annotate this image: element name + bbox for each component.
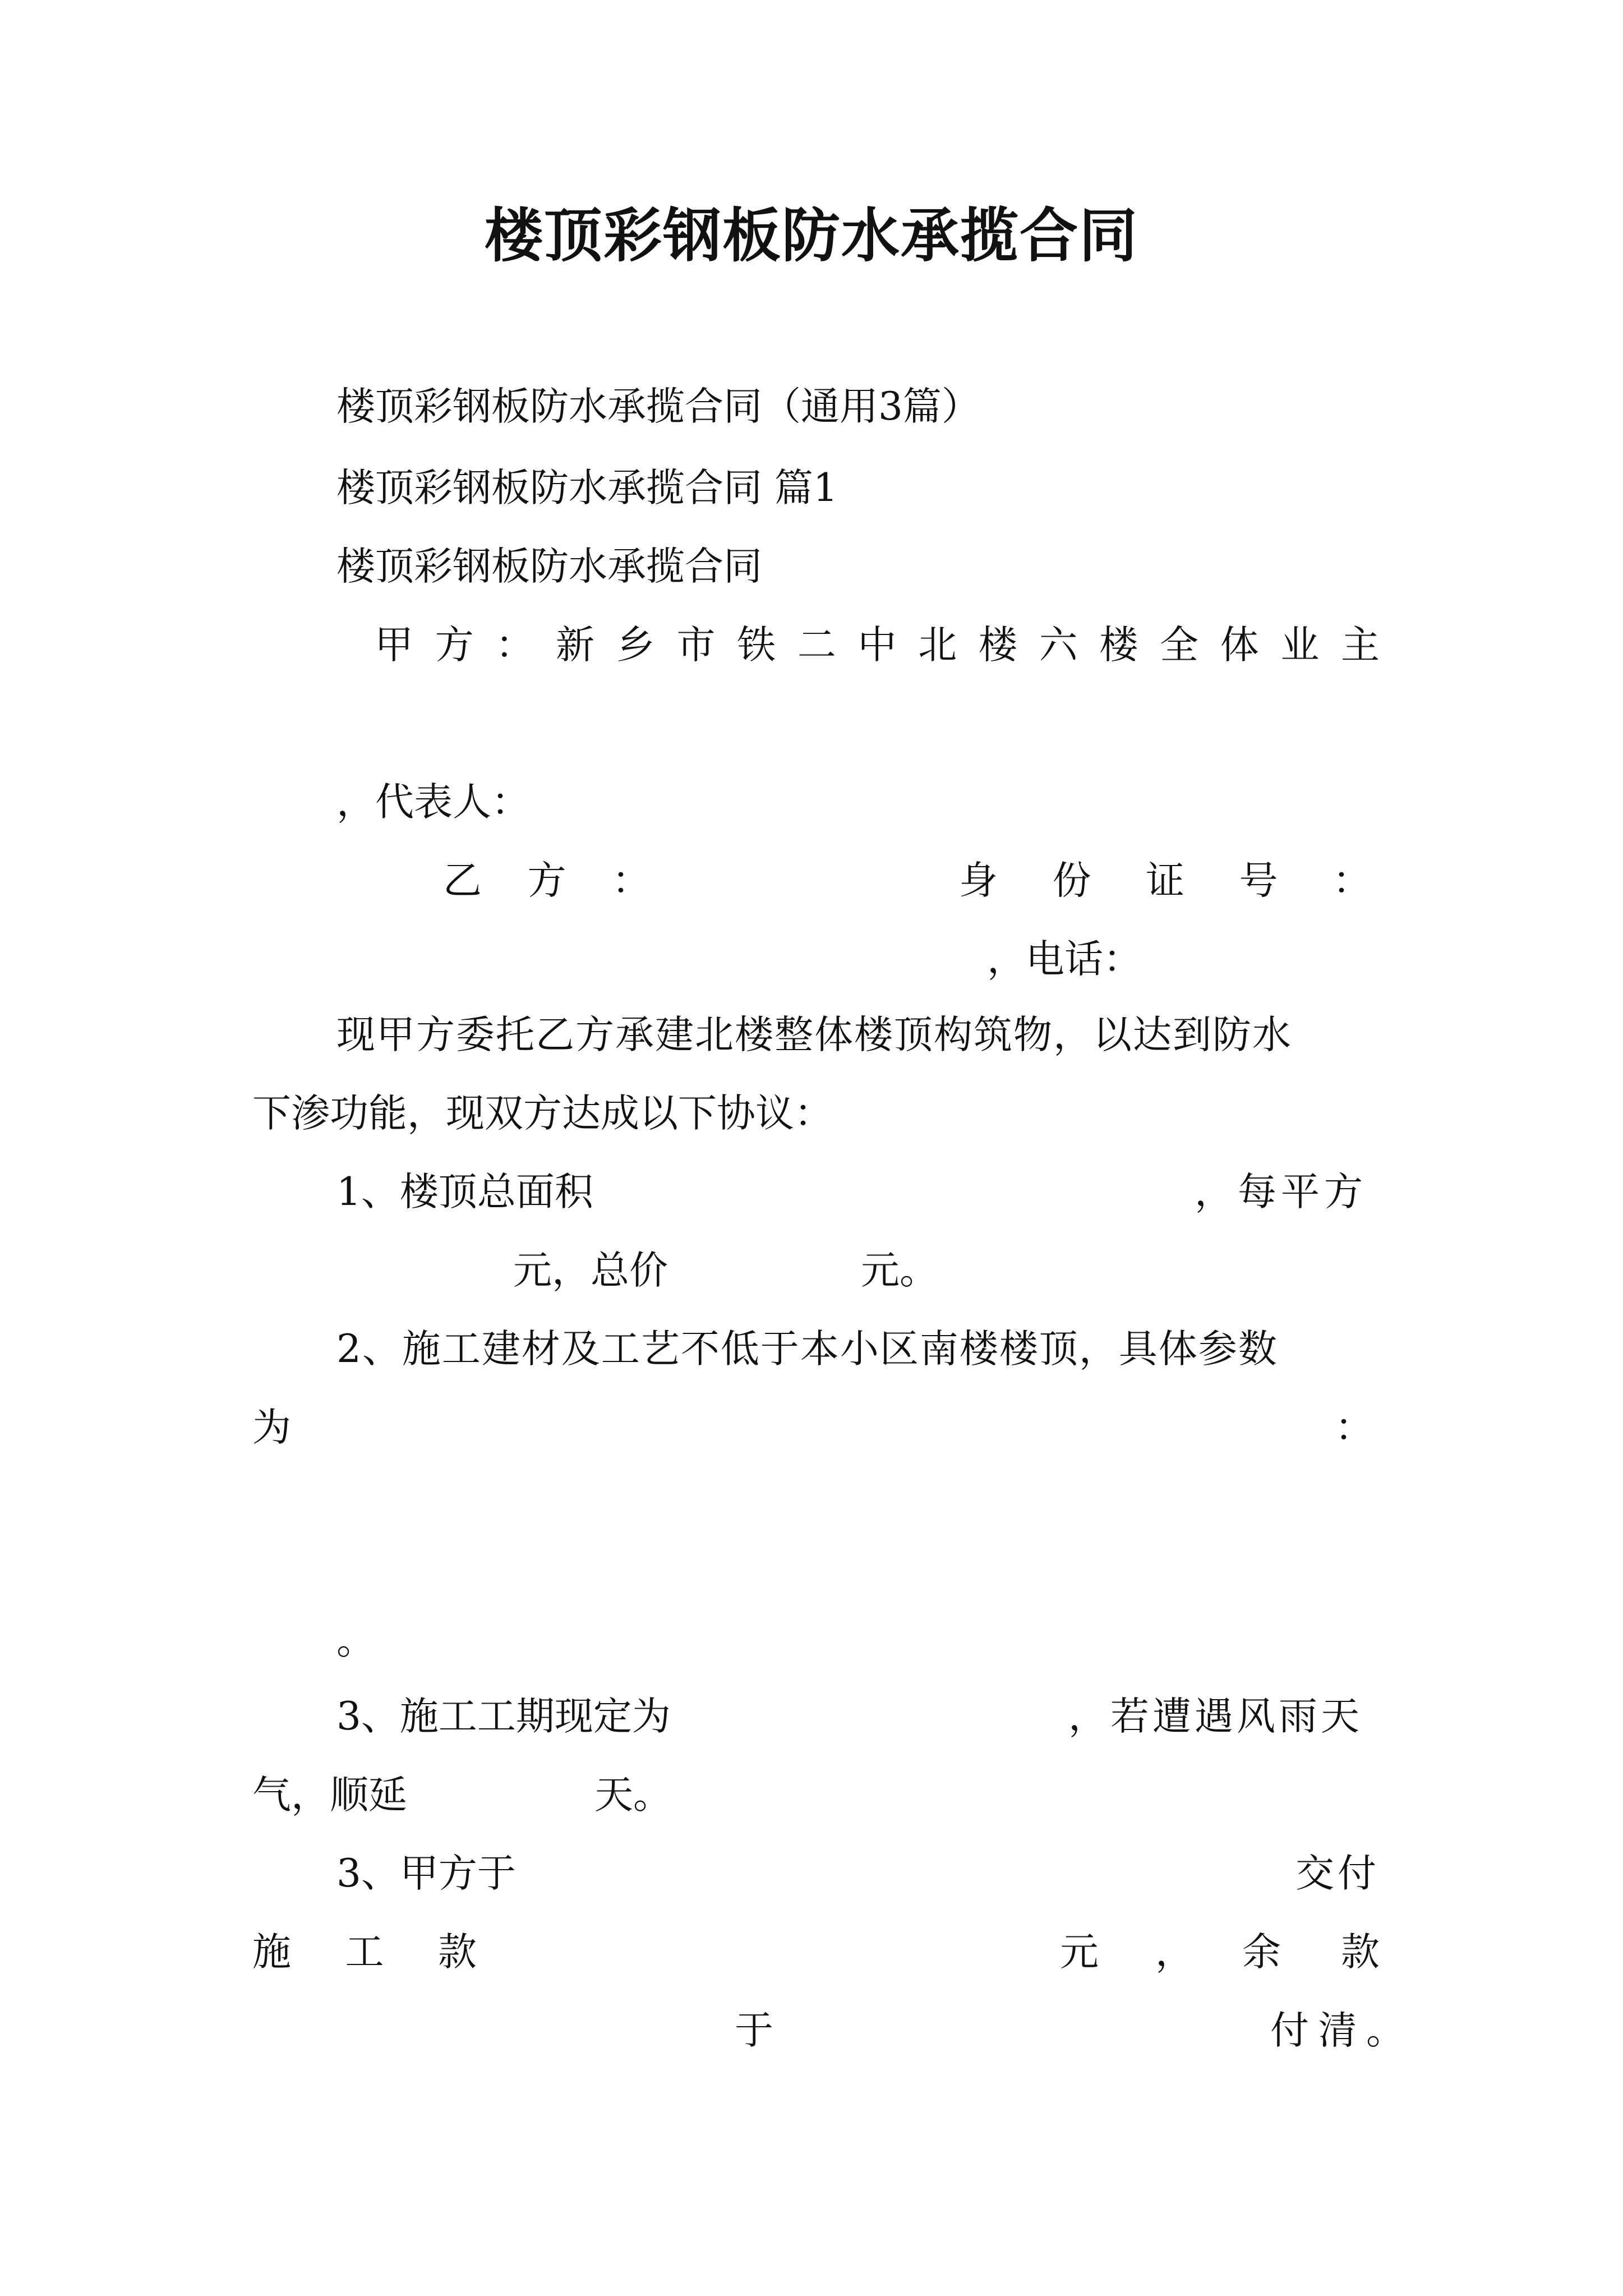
clause2-line1: 2、施工建材及工艺不低于本小区南楼楼顶，具体参数 (336, 1327, 1278, 1372)
clause3b-rest-char: 款 (1341, 1930, 1380, 1975)
clause3b-char: 工 (345, 1930, 384, 1975)
party-a-char: 全 (1159, 623, 1198, 668)
document-title: 楼顶彩钢板防水承揽合同 (484, 201, 1138, 270)
party-a-char: 主 (1341, 623, 1380, 668)
clause3-line1-left: 3、施工工期现定为 (336, 1694, 671, 1739)
party-a-char: 北 (918, 623, 957, 668)
clause1-line2-a: 元，总价 (513, 1248, 668, 1293)
clause3b-end-char: 清 (1318, 2008, 1357, 2053)
clause3b-comma: ， (1155, 1930, 1194, 1975)
party-b-id-char: 身 (959, 858, 998, 903)
intro-line-1: 现甲方委托乙方承建北楼整体楼顶构筑物，以达到防水 (336, 1013, 1292, 1057)
party-a-char: 铁 (737, 623, 776, 668)
clause2-line2-left: 为 (252, 1405, 291, 1450)
heading-contract: 楼顶彩钢板防水承揽合同 (336, 544, 762, 589)
party-b-label (443, 855, 651, 906)
clause3-line2-a: 气，顺延 (252, 1773, 407, 1818)
party-a-char: 市 (676, 623, 716, 668)
party-a-char: 中 (857, 623, 897, 668)
clause3b-yu: 于 (735, 2008, 773, 2053)
clause3b-line2-label (252, 1927, 477, 1977)
clause3-line2-b: 天。 (594, 1773, 672, 1818)
party-a-char: ： (495, 623, 534, 668)
party-b-phone: ，电话： (987, 937, 1142, 982)
clause3-line1-right: ，若遭遇风雨天 (1068, 1694, 1363, 1739)
intro-line-2: 下渗功能，现双方达成以下协议： (252, 1091, 833, 1136)
heading-part1: 楼顶彩钢板防水承揽合同 篇1 (336, 466, 838, 510)
clause1-line1-left: 1、楼顶总面积 (336, 1170, 593, 1214)
party-b-id-label (959, 855, 1371, 906)
party-a-char: 乡 (616, 623, 655, 668)
party-a-char: 体 (1220, 623, 1259, 668)
clause3b-end-char: 付 (1270, 2008, 1309, 2053)
party-b-char: 乙 (443, 858, 482, 903)
party-a-char: 楼 (978, 623, 1017, 668)
clause3b-yuan: 元 (1060, 1930, 1099, 1975)
party-a-char: 二 (797, 623, 836, 668)
clause1-line2-b: 元。 (861, 1248, 938, 1293)
clause3b-char: 施 (252, 1930, 291, 1975)
clause3b-remaining-label (1242, 1927, 1380, 1977)
clause2-end: 。 (336, 1618, 375, 1663)
clause3b-line1-right: 交付 (1295, 1851, 1380, 1896)
party-a-char: 甲 (375, 623, 413, 668)
party-a-char: 业 (1280, 623, 1320, 668)
party-b-char: 方 (527, 858, 566, 903)
clause1-line1-right: ，每平方 (1195, 1170, 1367, 1214)
clause2-line2-right: ： (1335, 1405, 1373, 1450)
clause3b-char: 款 (438, 1930, 477, 1975)
party-a-char: 新 (556, 623, 595, 668)
heading-general: 楼顶彩钢板防水承揽合同（通用3篇） (336, 384, 980, 429)
clause3b-paid-off (1270, 2005, 1405, 2056)
clause3b-rest-char: 余 (1242, 1930, 1281, 1975)
party-b-id-char: 号 (1239, 858, 1278, 903)
party-a-char: 楼 (1099, 623, 1138, 668)
party-a-line (375, 620, 1380, 670)
party-b-id-char: ： (1332, 858, 1371, 903)
party-a-char: 方 (435, 623, 474, 668)
party-b-id-char: 证 (1146, 858, 1184, 903)
party-a-char: 六 (1039, 623, 1078, 668)
party-b-char: ： (612, 858, 651, 903)
clause3b-end-char: 。 (1366, 2008, 1405, 2053)
clause3b-line1-left: 3、甲方于 (336, 1851, 516, 1896)
party-b-id-char: 份 (1052, 858, 1091, 903)
party-a-representative: ，代表人： (336, 780, 530, 825)
